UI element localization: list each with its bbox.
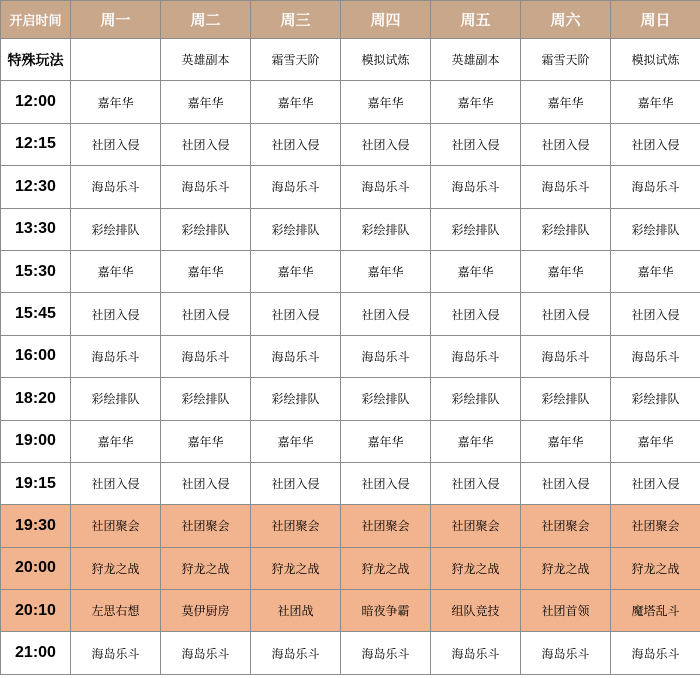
- activity-cell: 海岛乐斗: [71, 166, 161, 208]
- activity-cell: 社团聚会: [341, 505, 431, 547]
- activity-cell: 社团入侵: [71, 123, 161, 165]
- activity-cell: 英雄副本: [431, 39, 521, 81]
- activity-cell: 社团入侵: [431, 123, 521, 165]
- row-time-label: 20:00: [1, 547, 71, 589]
- activity-cell: 社团入侵: [161, 293, 251, 335]
- header-day-wed: 周三: [251, 1, 341, 39]
- activity-cell: 社团入侵: [521, 462, 611, 504]
- activity-cell: 魔塔乱斗: [611, 590, 700, 632]
- activity-cell: 社团战: [251, 590, 341, 632]
- activity-cell: 海岛乐斗: [521, 632, 611, 674]
- activity-cell: 嘉年华: [251, 250, 341, 292]
- activity-cell: 嘉年华: [431, 250, 521, 292]
- table-row: [1, 632, 700, 674]
- activity-cell: 嘉年华: [161, 420, 251, 462]
- activity-cell: 组队竞技: [431, 590, 521, 632]
- row-time-label: 19:30: [1, 505, 71, 547]
- row-time-label: 15:45: [1, 293, 71, 335]
- activity-cell: 彩绘排队: [251, 378, 341, 420]
- activity-cell: 莫伊厨房: [161, 590, 251, 632]
- activity-cell: 嘉年华: [71, 250, 161, 292]
- row-time-label: 12:30: [1, 166, 71, 208]
- activity-cell: 嘉年华: [521, 250, 611, 292]
- activity-cell: 嘉年华: [521, 81, 611, 123]
- activity-cell: 社团入侵: [611, 123, 700, 165]
- table-row: [1, 378, 700, 420]
- activity-cell: 社团聚会: [611, 505, 700, 547]
- activity-cell: 狩龙之战: [431, 547, 521, 589]
- activity-cell: 海岛乐斗: [341, 166, 431, 208]
- activity-cell: 嘉年华: [71, 420, 161, 462]
- table-row: [1, 39, 700, 81]
- activity-cell: 社团入侵: [611, 462, 700, 504]
- table-row: [1, 547, 700, 589]
- activity-cell: 海岛乐斗: [611, 166, 700, 208]
- activity-cell: 彩绘排队: [341, 378, 431, 420]
- header-day-sat: 周六: [521, 1, 611, 39]
- row-time-label: 19:15: [1, 462, 71, 504]
- activity-cell: 社团入侵: [161, 462, 251, 504]
- activity-cell: 左思右想: [71, 590, 161, 632]
- table-row: [1, 505, 700, 547]
- activity-cell: 社团入侵: [251, 123, 341, 165]
- activity-cell: 海岛乐斗: [161, 632, 251, 674]
- table-row: [1, 81, 700, 123]
- activity-cell: 彩绘排队: [431, 378, 521, 420]
- activity-cell: 嘉年华: [611, 250, 700, 292]
- activity-cell: 社团入侵: [71, 462, 161, 504]
- activity-cell: 狩龙之战: [251, 547, 341, 589]
- activity-cell: 海岛乐斗: [431, 166, 521, 208]
- activity-cell: 社团首领: [521, 590, 611, 632]
- header-day-sun: 周日: [611, 1, 700, 39]
- activity-cell: 狩龙之战: [611, 547, 700, 589]
- header-day-tue: 周二: [161, 1, 251, 39]
- activity-cell: 彩绘排队: [71, 208, 161, 250]
- activity-cell: 社团聚会: [161, 505, 251, 547]
- activity-cell: 霜雪天阶: [251, 39, 341, 81]
- header-day-mon: 周一: [71, 1, 161, 39]
- activity-cell: 海岛乐斗: [611, 632, 700, 674]
- schedule-body: [1, 39, 700, 675]
- activity-cell: 嘉年华: [251, 81, 341, 123]
- activity-cell: 社团聚会: [431, 505, 521, 547]
- activity-cell: 彩绘排队: [251, 208, 341, 250]
- activity-cell: 社团入侵: [431, 293, 521, 335]
- activity-cell: 嘉年华: [341, 250, 431, 292]
- activity-cell: 狩龙之战: [521, 547, 611, 589]
- activity-cell: 嘉年华: [341, 81, 431, 123]
- activity-cell: 彩绘排队: [341, 208, 431, 250]
- activity-cell: 彩绘排队: [521, 208, 611, 250]
- activity-cell: 嘉年华: [161, 81, 251, 123]
- activity-cell: 海岛乐斗: [251, 632, 341, 674]
- activity-cell: 社团入侵: [341, 462, 431, 504]
- activity-cell: 嘉年华: [431, 420, 521, 462]
- activity-cell: 社团入侵: [251, 462, 341, 504]
- activity-cell: 嘉年华: [611, 420, 700, 462]
- activity-cell: 海岛乐斗: [71, 335, 161, 377]
- activity-cell: 彩绘排队: [71, 378, 161, 420]
- row-time-label: 特殊玩法: [1, 39, 71, 81]
- row-time-label: 12:00: [1, 81, 71, 123]
- header-day-fri: 周五: [431, 1, 521, 39]
- activity-cell: 狩龙之战: [161, 547, 251, 589]
- activity-cell: 社团入侵: [611, 293, 700, 335]
- activity-cell: 狩龙之战: [71, 547, 161, 589]
- row-time-label: 20:10: [1, 590, 71, 632]
- activity-cell: 社团入侵: [161, 123, 251, 165]
- activity-cell: 彩绘排队: [521, 378, 611, 420]
- activity-cell: 海岛乐斗: [161, 166, 251, 208]
- activity-cell: 嘉年华: [71, 81, 161, 123]
- activity-cell: 社团聚会: [71, 505, 161, 547]
- activity-cell: 彩绘排队: [161, 378, 251, 420]
- activity-cell: 暗夜争霸: [341, 590, 431, 632]
- activity-cell: 海岛乐斗: [521, 166, 611, 208]
- activity-cell: 海岛乐斗: [161, 335, 251, 377]
- header-row: [1, 1, 700, 39]
- activity-cell: 模拟试炼: [611, 39, 700, 81]
- table-row: [1, 250, 700, 292]
- activity-cell: 霜雪天阶: [521, 39, 611, 81]
- activity-cell: 社团入侵: [251, 293, 341, 335]
- activity-cell: 海岛乐斗: [71, 632, 161, 674]
- activity-cell: 海岛乐斗: [251, 166, 341, 208]
- activity-cell: 海岛乐斗: [521, 335, 611, 377]
- row-time-label: 15:30: [1, 250, 71, 292]
- table-row: [1, 123, 700, 165]
- row-time-label: 21:00: [1, 632, 71, 674]
- activity-cell: 社团入侵: [521, 123, 611, 165]
- table-row: [1, 420, 700, 462]
- header-day-thu: 周四: [341, 1, 431, 39]
- activity-cell: 彩绘排队: [431, 208, 521, 250]
- activity-cell: 嘉年华: [431, 81, 521, 123]
- row-time-label: 12:15: [1, 123, 71, 165]
- table-row: [1, 590, 700, 632]
- activity-cell: 社团入侵: [341, 123, 431, 165]
- header-open-time: 开启时间: [1, 1, 71, 39]
- activity-cell: 社团入侵: [521, 293, 611, 335]
- activity-cell: 狩龙之战: [341, 547, 431, 589]
- activity-cell: 模拟试炼: [341, 39, 431, 81]
- activity-cell: 海岛乐斗: [431, 632, 521, 674]
- activity-cell: 海岛乐斗: [341, 335, 431, 377]
- activity-cell: 社团入侵: [341, 293, 431, 335]
- table-row: [1, 293, 700, 335]
- table-row: [1, 166, 700, 208]
- activity-cell: 海岛乐斗: [341, 632, 431, 674]
- activity-cell: 嘉年华: [341, 420, 431, 462]
- table-row: [1, 335, 700, 377]
- activity-cell: 海岛乐斗: [431, 335, 521, 377]
- table-row: [1, 208, 700, 250]
- activity-cell: 嘉年华: [161, 250, 251, 292]
- row-time-label: 13:30: [1, 208, 71, 250]
- activity-cell: 嘉年华: [521, 420, 611, 462]
- activity-cell: 海岛乐斗: [251, 335, 341, 377]
- activity-cell: 社团聚会: [251, 505, 341, 547]
- activity-cell: 英雄副本: [161, 39, 251, 81]
- activity-cell: 嘉年华: [611, 81, 700, 123]
- activity-cell: 嘉年华: [251, 420, 341, 462]
- activity-cell: [71, 39, 161, 81]
- row-time-label: 16:00: [1, 335, 71, 377]
- activity-cell: 彩绘排队: [611, 208, 700, 250]
- row-time-label: 19:00: [1, 420, 71, 462]
- row-time-label: 18:20: [1, 378, 71, 420]
- activity-cell: 社团入侵: [431, 462, 521, 504]
- activity-cell: 社团入侵: [71, 293, 161, 335]
- activity-cell: 海岛乐斗: [611, 335, 700, 377]
- activity-cell: 社团聚会: [521, 505, 611, 547]
- table-row: [1, 462, 700, 504]
- activity-cell: 彩绘排队: [611, 378, 700, 420]
- activity-cell: 彩绘排队: [161, 208, 251, 250]
